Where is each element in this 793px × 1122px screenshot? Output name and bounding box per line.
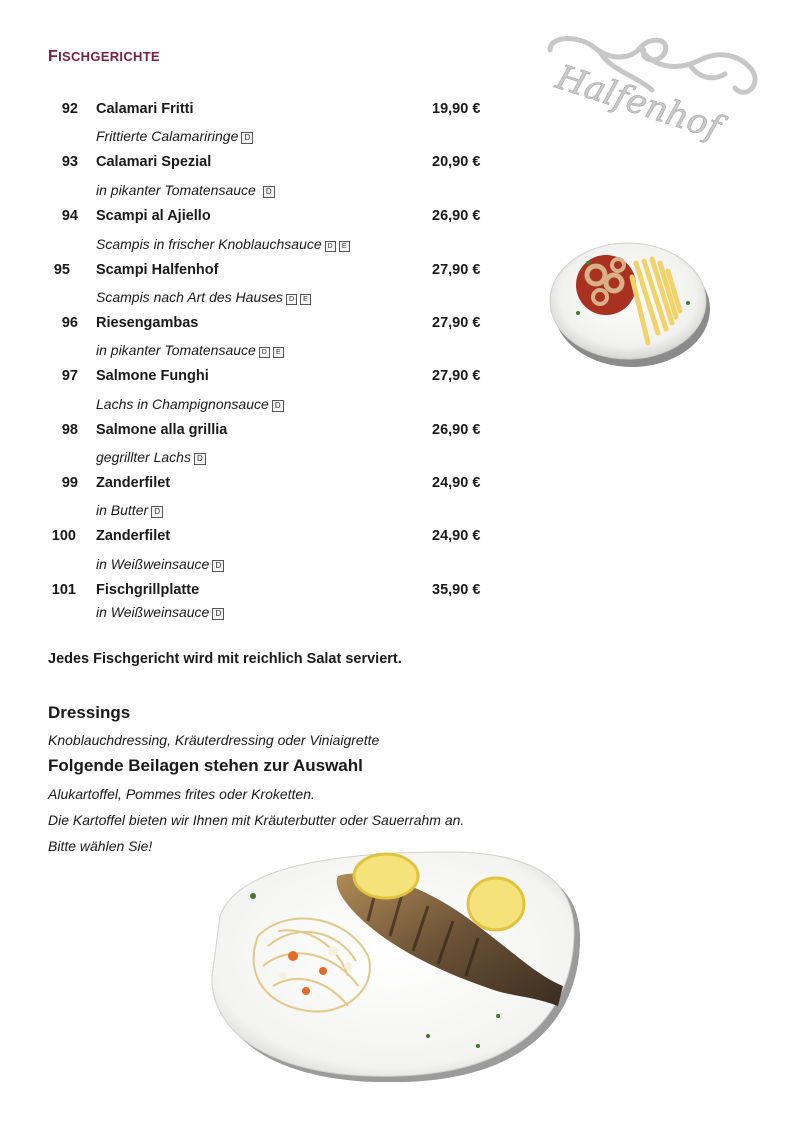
item-price: 19,90 € (432, 101, 481, 117)
item-price: 35,90 € (432, 582, 481, 598)
item-description (96, 342, 284, 358)
allergen-badge: D (212, 560, 224, 572)
item-description (96, 396, 284, 412)
item-number: 92 (61, 101, 78, 117)
item-description-text: in pikanter Tomatensauce (96, 342, 256, 358)
item-name: Zanderfilet (96, 475, 171, 491)
item-price: 27,90 € (432, 368, 481, 384)
item-description-text: in Butter (96, 502, 149, 518)
item-description-text: gegrillter Lachs (96, 449, 191, 465)
menu-item (0, 315, 520, 335)
menu-item (0, 154, 520, 174)
item-description-text: Frittierte Calamariringe (96, 128, 239, 144)
allergen-badge: D (151, 506, 163, 518)
sides-line-1: Alukartoffel, Pommes frites oder Kroketten. (48, 786, 315, 802)
menu-item (0, 101, 520, 121)
menu-item (0, 475, 520, 495)
item-price: 27,90 € (432, 262, 481, 278)
item-number: 99 (61, 475, 78, 491)
item-description-text: Lachs in Champignonsauce (96, 396, 269, 412)
allergen-badge: E (300, 294, 311, 305)
item-description-text: in Weißweinsauce (96, 604, 210, 620)
item-number: 93 (61, 154, 78, 170)
allergen-badge: E (339, 241, 350, 252)
allergen-badge: D (194, 453, 206, 465)
allergen-badge: D (212, 608, 224, 620)
item-description (96, 502, 163, 518)
item-name: Calamari Fritti (96, 101, 194, 117)
allergen-badge: D (241, 132, 253, 144)
salad-note: Jedes Fischgericht wird mit reichlich Salat serviert. (48, 651, 402, 667)
allergen-badge: D (263, 186, 275, 198)
section-title-rest: ISCHGERICHTE (58, 49, 160, 64)
menu-item (0, 262, 520, 282)
item-description-text: in Weißweinsauce (96, 556, 210, 572)
item-name: Riesengambas (96, 315, 199, 331)
item-description (96, 236, 350, 252)
allergen-badge: E (273, 347, 284, 358)
halfenhof-logo (540, 30, 770, 190)
item-description (96, 449, 206, 465)
sides-line-3: Bitte wählen Sie! (48, 838, 153, 854)
item-number: 95 (53, 262, 70, 278)
item-price: 26,90 € (432, 208, 481, 224)
item-name: Scampi al Ajiello (96, 208, 211, 224)
item-number: 96 (61, 315, 78, 331)
item-description (96, 128, 253, 144)
item-name: Salmone Funghi (96, 368, 209, 384)
menu-item (0, 368, 520, 388)
dressings-heading: Dressings (48, 703, 131, 722)
logo-text: Halfenhof (551, 57, 726, 149)
dish-photo-grilled-fish (198, 846, 583, 1082)
allergen-badge: D (259, 347, 270, 358)
menu-item (0, 208, 520, 228)
item-number: 101 (51, 582, 76, 598)
item-number: 94 (61, 208, 78, 224)
sides-line-2: Die Kartoffel bieten wir Ihnen mit Kräuterbutter oder Sauerrahm an. (48, 812, 465, 828)
sides-heading: Folgende Beilagen stehen zur Auswahl (48, 756, 363, 775)
dressings-text: Knoblauchdressing, Kräuterdressing oder Viniaigrette (48, 732, 380, 748)
allergen-badge: D (272, 400, 284, 412)
menu-item (0, 422, 520, 442)
item-name: Zanderfilet (96, 528, 171, 544)
item-name: Fischgrillplatte (96, 582, 200, 598)
allergen-badge: D (325, 241, 336, 252)
item-name: Salmone alla grillia (96, 422, 228, 438)
item-number: 97 (61, 368, 78, 384)
section-title (48, 48, 160, 66)
item-name: Scampi Halfenhof (96, 262, 219, 278)
item-price: 27,90 € (432, 315, 481, 331)
item-description (96, 182, 275, 198)
item-name: Calamari Spezial (96, 154, 212, 170)
item-description (96, 289, 311, 305)
dish-photo-calamari (548, 233, 712, 371)
item-price: 20,90 € (432, 154, 481, 170)
item-price: 24,90 € (432, 528, 481, 544)
allergen-badge: D (286, 294, 297, 305)
menu-item (0, 582, 520, 602)
item-number: 100 (51, 528, 76, 544)
item-price: 24,90 € (432, 475, 481, 491)
item-number: 98 (61, 422, 78, 438)
menu-item (0, 528, 520, 548)
item-price: 26,90 € (432, 422, 481, 438)
item-description-text: Scampis in frischer Knoblauchsauce (96, 236, 322, 252)
item-description-text: Scampis nach Art des Hauses (96, 289, 284, 305)
item-description (96, 556, 224, 572)
item-description (96, 604, 224, 620)
item-description-text: in pikanter Tomatensauce (96, 182, 256, 198)
section-title-initial: F (48, 48, 59, 65)
